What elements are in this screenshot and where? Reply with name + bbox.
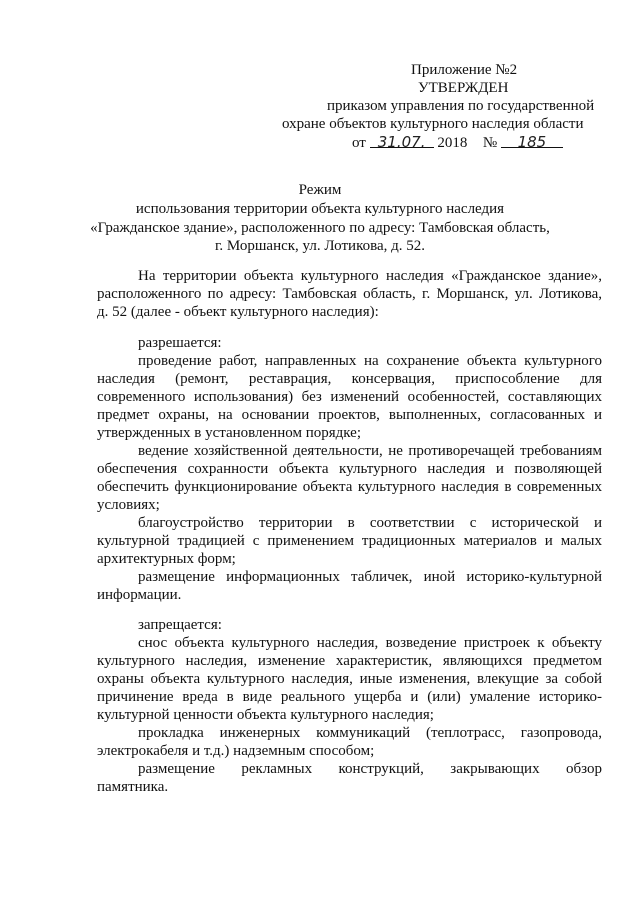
date-blank <box>370 133 434 151</box>
date-prefix: от <box>352 135 366 151</box>
allowed-item-3-line-1: благоустройство территории в соответствии с исторической и <box>138 515 602 531</box>
order-line-2: охране объектов культурного наследия области <box>282 116 584 132</box>
forbidden-item-2-line-2: электрокабеля и т.д.) надземным способом; <box>97 743 375 759</box>
forbidden-item-2-line-1: прокладка инженерных коммуникаций (теплотрасс, газопровода, <box>138 725 602 741</box>
allowed-item-1-line-1: проведение работ, направленных на сохранение объекта культурного <box>138 353 602 369</box>
allowed-item-4-line-1: размещение информационных табличек, иной историко-культурной <box>138 569 602 585</box>
number-blank <box>501 133 563 151</box>
order-date-line <box>352 133 563 152</box>
forbidden-item-3-line-1: размещение рекламных конструкций, закрывающих обзор <box>138 761 602 777</box>
handwritten-date: 31.07. <box>377 133 426 151</box>
allowed-item-2-line-3: обеспечить функционирование объекта культурного наследия в современных <box>97 479 602 495</box>
allowed-item-1-line-3: современного использования) без изменений особенностей, составляющих <box>97 389 602 405</box>
title-line-3: г. Моршанск, ул. Лотикова, д. 52. <box>214 238 426 254</box>
allowed-item-3-line-2: культурной традицией с применением традиционных материалов и малых <box>97 533 602 549</box>
allowed-item-2-line-1: ведение хозяйственной деятельности, не противоречащей требованиям <box>138 443 602 459</box>
forbidden-item-1-line-4: причинение вреда в виде реального ущерба и (или) умаление историко- <box>97 689 602 705</box>
allowed-item-1-line-2: наследия (ремонт, реставрация, консервация, приспособление для <box>97 371 602 387</box>
intro-line-3: д. 52 (далее - объект культурного наследия): <box>97 304 379 320</box>
intro-line-1: На территории объекта культурного наследия «Гражданское здание», <box>138 268 602 284</box>
title-line-2: «Гражданское здание», расположенного по адресу: Тамбовская область, <box>90 220 550 236</box>
forbidden-item-1-line-3: охраны объекта культурного наследия, иные изменения, влекущие за собой <box>97 671 602 687</box>
order-line-1: приказом управления по государственной <box>327 98 595 114</box>
intro-line-2: расположенного по адресу: Тамбовская область, г. Моршанск, ул. Лотикова, <box>97 286 602 302</box>
allowed-item-3-line-3: архитектурных форм; <box>97 551 236 567</box>
order-year: 2018 <box>437 135 468 151</box>
number-sign: № <box>482 135 498 151</box>
forbidden-item-1-line-5: культурной ценности объекта культурного наследия; <box>97 707 434 723</box>
forbidden-heading: запрещается: <box>138 617 222 633</box>
forbidden-item-1-line-2: культурного наследия, изменение характеристик, являющихся предметом <box>97 653 602 669</box>
allowed-item-2-line-4: условиях; <box>97 497 160 513</box>
allowed-item-2-line-2: обеспечения сохранности объекта культурного наследия и позволяющей <box>97 461 602 477</box>
forbidden-item-3-line-2: памятника. <box>97 779 169 795</box>
document-heading: Режим <box>298 182 342 198</box>
handwritten-number: 185 <box>517 133 547 151</box>
appendix-label: Приложение №2 <box>411 62 518 78</box>
allowed-heading: разрешается: <box>138 335 222 351</box>
allowed-item-1-line-4: предмет охраны, на основании проектов, выполненных, согласованных и <box>97 407 602 423</box>
approved-label: УТВЕРЖДЕН <box>418 80 509 96</box>
allowed-item-4-line-2: информации. <box>97 587 182 603</box>
title-line-1: использования территории объекта культурного наследия <box>135 201 505 217</box>
allowed-item-1-line-5: утвержденных в установленном порядке; <box>97 425 361 441</box>
forbidden-item-1-line-1: снос объекта культурного наследия, возведение пристроек к объекту <box>138 635 602 651</box>
